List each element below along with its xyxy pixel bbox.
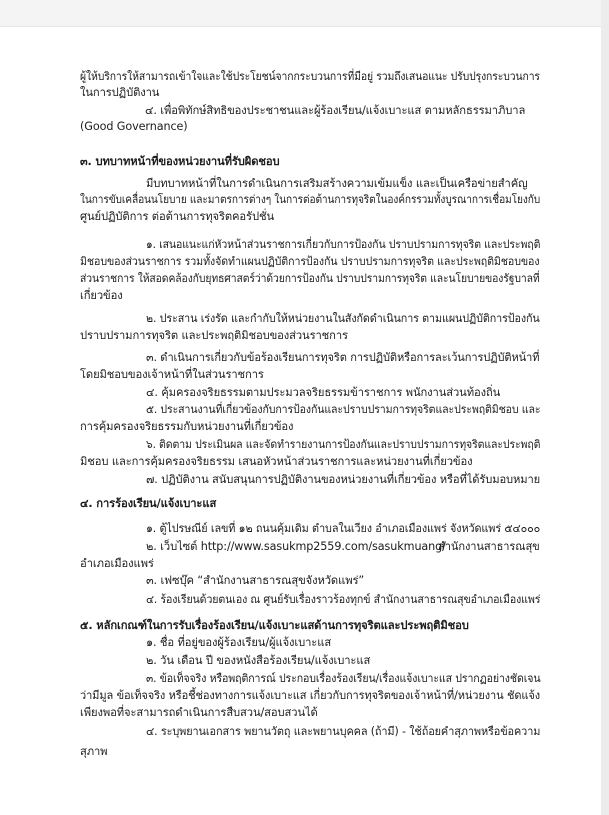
page-top-margin	[0, 0, 609, 27]
text-line: (Good Governance)	[80, 120, 188, 133]
text-line: อำเภอเมืองแพร่	[80, 557, 154, 570]
text-line: ๖. ติดตาม ประเมินผล และจัดทำรายงานการป้องกันและปราบปรามการทุจริตและประพฤติ	[146, 438, 541, 451]
text-line: ๔. ระบุพยานเอกสาร พยานวัตถุ และพยานบุคคล (ถ้ามี) - ใช้ถ้อยคำสุภาพหรือข้อความ	[146, 725, 541, 738]
text-line: ๑. เสนอแนะแก่หัวหน้าส่วนราชการเกี่ยวกับการป้องกัน ปราบปรามการทุจริต และประพฤติ	[146, 238, 541, 251]
text-line: ๔. ร้องเรียนด้วยตนเอง ณ ศูนย์รับเรื่องราวร้องทุกข์ สำนักงานสาธารณสุขอำเภอเมืองแพร่	[146, 593, 541, 606]
text-line: ผู้ให้บริการให้สามารถเข้าใจและใช้ประโยชน์จากกระบวนการที่มีอยู่ รวมถึงเสนอแนะ ปรับปรุงกระบวนการ	[80, 70, 540, 83]
section-heading-4: ๔. การร้องเรียน/แจ้งเบาะแส	[80, 497, 217, 510]
text-line: ๒. วัน เดือน ปี ของหนังสือร้องเรียน/แจ้งเบาะแส	[146, 654, 371, 667]
text-line: ๔. เพื่อพิทักษ์สิทธิของประชาชนและผู้ร้องเรียน/แจ้งเบาะแส ตามหลักธรรมาภิบาล	[145, 104, 526, 117]
text-line: มิชอบของส่วนราชการ รวมทั้งจัดทำแผนปฏิบัติการป้องกัน ปราบปรามการทุจริต และประพฤติมิชอบของ	[80, 255, 540, 268]
text-line: สำนักงานสาธารณสุข	[438, 540, 540, 553]
text-line: มิชอบ และการคุ้มครองจริยธรรม เสนอหัวหน้าส่วนราชการและหน่วยงานที่เกี่ยวข้อง	[80, 455, 473, 468]
text-line: ๗. ปฏิบัติงาน สนับสนุนการปฏิบัติงานของหน่วยงานที่เกี่ยวข้อง หรือที่ได้รับมอบหมาย	[146, 473, 541, 486]
text-line: ศูนย์ปฏิบัติการ ต่อต้านการทุจริตคอรัปชั่น	[80, 210, 275, 223]
section-heading-3: ๓. บทบาทหน้าที่ของหน่วยงานที่รับผิดชอบ	[80, 155, 280, 168]
section-heading-5: ๕. หลักเกณฑ์ในการรับเรื่องร้องเรียน/แจ้งเบาะแสด้านการทุจริตและประพฤติมิชอบ	[80, 619, 469, 632]
website-line: ๒. เว็บไซต์ http://www.sasukmp2559.com/sasukmuang/	[146, 540, 446, 553]
text-line: ส่วนราชการ ให้สอดคล้องกับยุทธศาสตร์ว่าด้วยการป้องกัน ปราบปรามการทุจริต และนโยบายของรัฐบาลที่	[80, 272, 540, 285]
text-line: ว่ามีมูล ข้อเท็จจริง หรือชี้ช่องทางการแจ้งเบาะแส เกี่ยวกับการทุจริตของเจ้าหน้าที่/หน่วยงาน ชัดแจ้ง	[80, 689, 541, 702]
text-line: ๒. ประสาน เร่งรัด และกำกับให้หน่วยงานในสังกัดดำเนินการ ตามแผนปฏิบัติการป้องกัน	[146, 312, 540, 325]
text-line: ๓. เฟซบุ๊ค “สำนักงานสาธารณสุขจังหวัดแพร่”	[146, 574, 365, 587]
text-line: เกี่ยวข้อง	[80, 289, 123, 302]
text-line: ๔. คุ้มครองจริยธรรมตามประมวลจริยธรรมข้าราชการ พนักงานส่วนท้องถิ่น	[146, 386, 501, 399]
text-line: ๕. ประสานงานที่เกี่ยวข้องกับการป้องกันและปราบปรามการทุจริตและประพฤติมิชอบ และ	[146, 403, 541, 416]
text-line: ๓. ข้อเท็จจริง หรือพฤติการณ์ ประกอบเรื่องร้องเรียน/เรื่องแจ้งเบาะแส ปรากฏอย่างชัดเจน	[146, 672, 541, 685]
text-line: ในการขับเคลื่อนนโยบาย และมาตรการต่างๆ ในการต่อต้านการทุจริตในองค์กรรวมทั้งบูรณาการเชื่อมโยงกับ	[80, 193, 541, 206]
text-line: การคุ้มครองจริยธรรมกับหน่วยงานที่เกี่ยวข้อง	[80, 420, 294, 433]
text-line: โดยมิชอบของเจ้าหน้าที่ในส่วนราชการ	[80, 368, 264, 381]
text-line: ๑. ชื่อ ที่อยู่ของผู้ร้องเรียน/ผู้แจ้งเบาะแส	[146, 636, 332, 649]
text-line: ปราบปรามการทุจริต และประพฤติมิชอบของส่วนราชการ	[80, 329, 348, 342]
page-right-edge	[601, 0, 609, 815]
text-line: มีบทบาทหน้าที่ในการดำเนินการเสริมสร้างความเข้มแข็ง และเป็นเครือข่ายสำคัญ	[146, 177, 528, 190]
text-line: สุภาพ	[80, 745, 108, 758]
text-line: ๑. ตู้ไปรษณีย์ เลขที่ ๑๒ ถนนคุ้มเดิม ตำบลในเวียง อำเภอเมืองแพร่ จังหวัดแพร่ ๕๔๐๐๐	[146, 522, 541, 535]
text-line: ๓. ดำเนินการเกี่ยวกับข้อร้องเรียนการทุจริต การปฏิบัติหรือการละเว้นการปฏิบัติหน้าที่	[146, 351, 540, 364]
text-line: ในการปฏิบัติงาน	[80, 86, 160, 99]
text-line: เพียงพอที่จะสามารถดำเนินการสืบสวน/สอบสวนได้	[80, 706, 318, 719]
